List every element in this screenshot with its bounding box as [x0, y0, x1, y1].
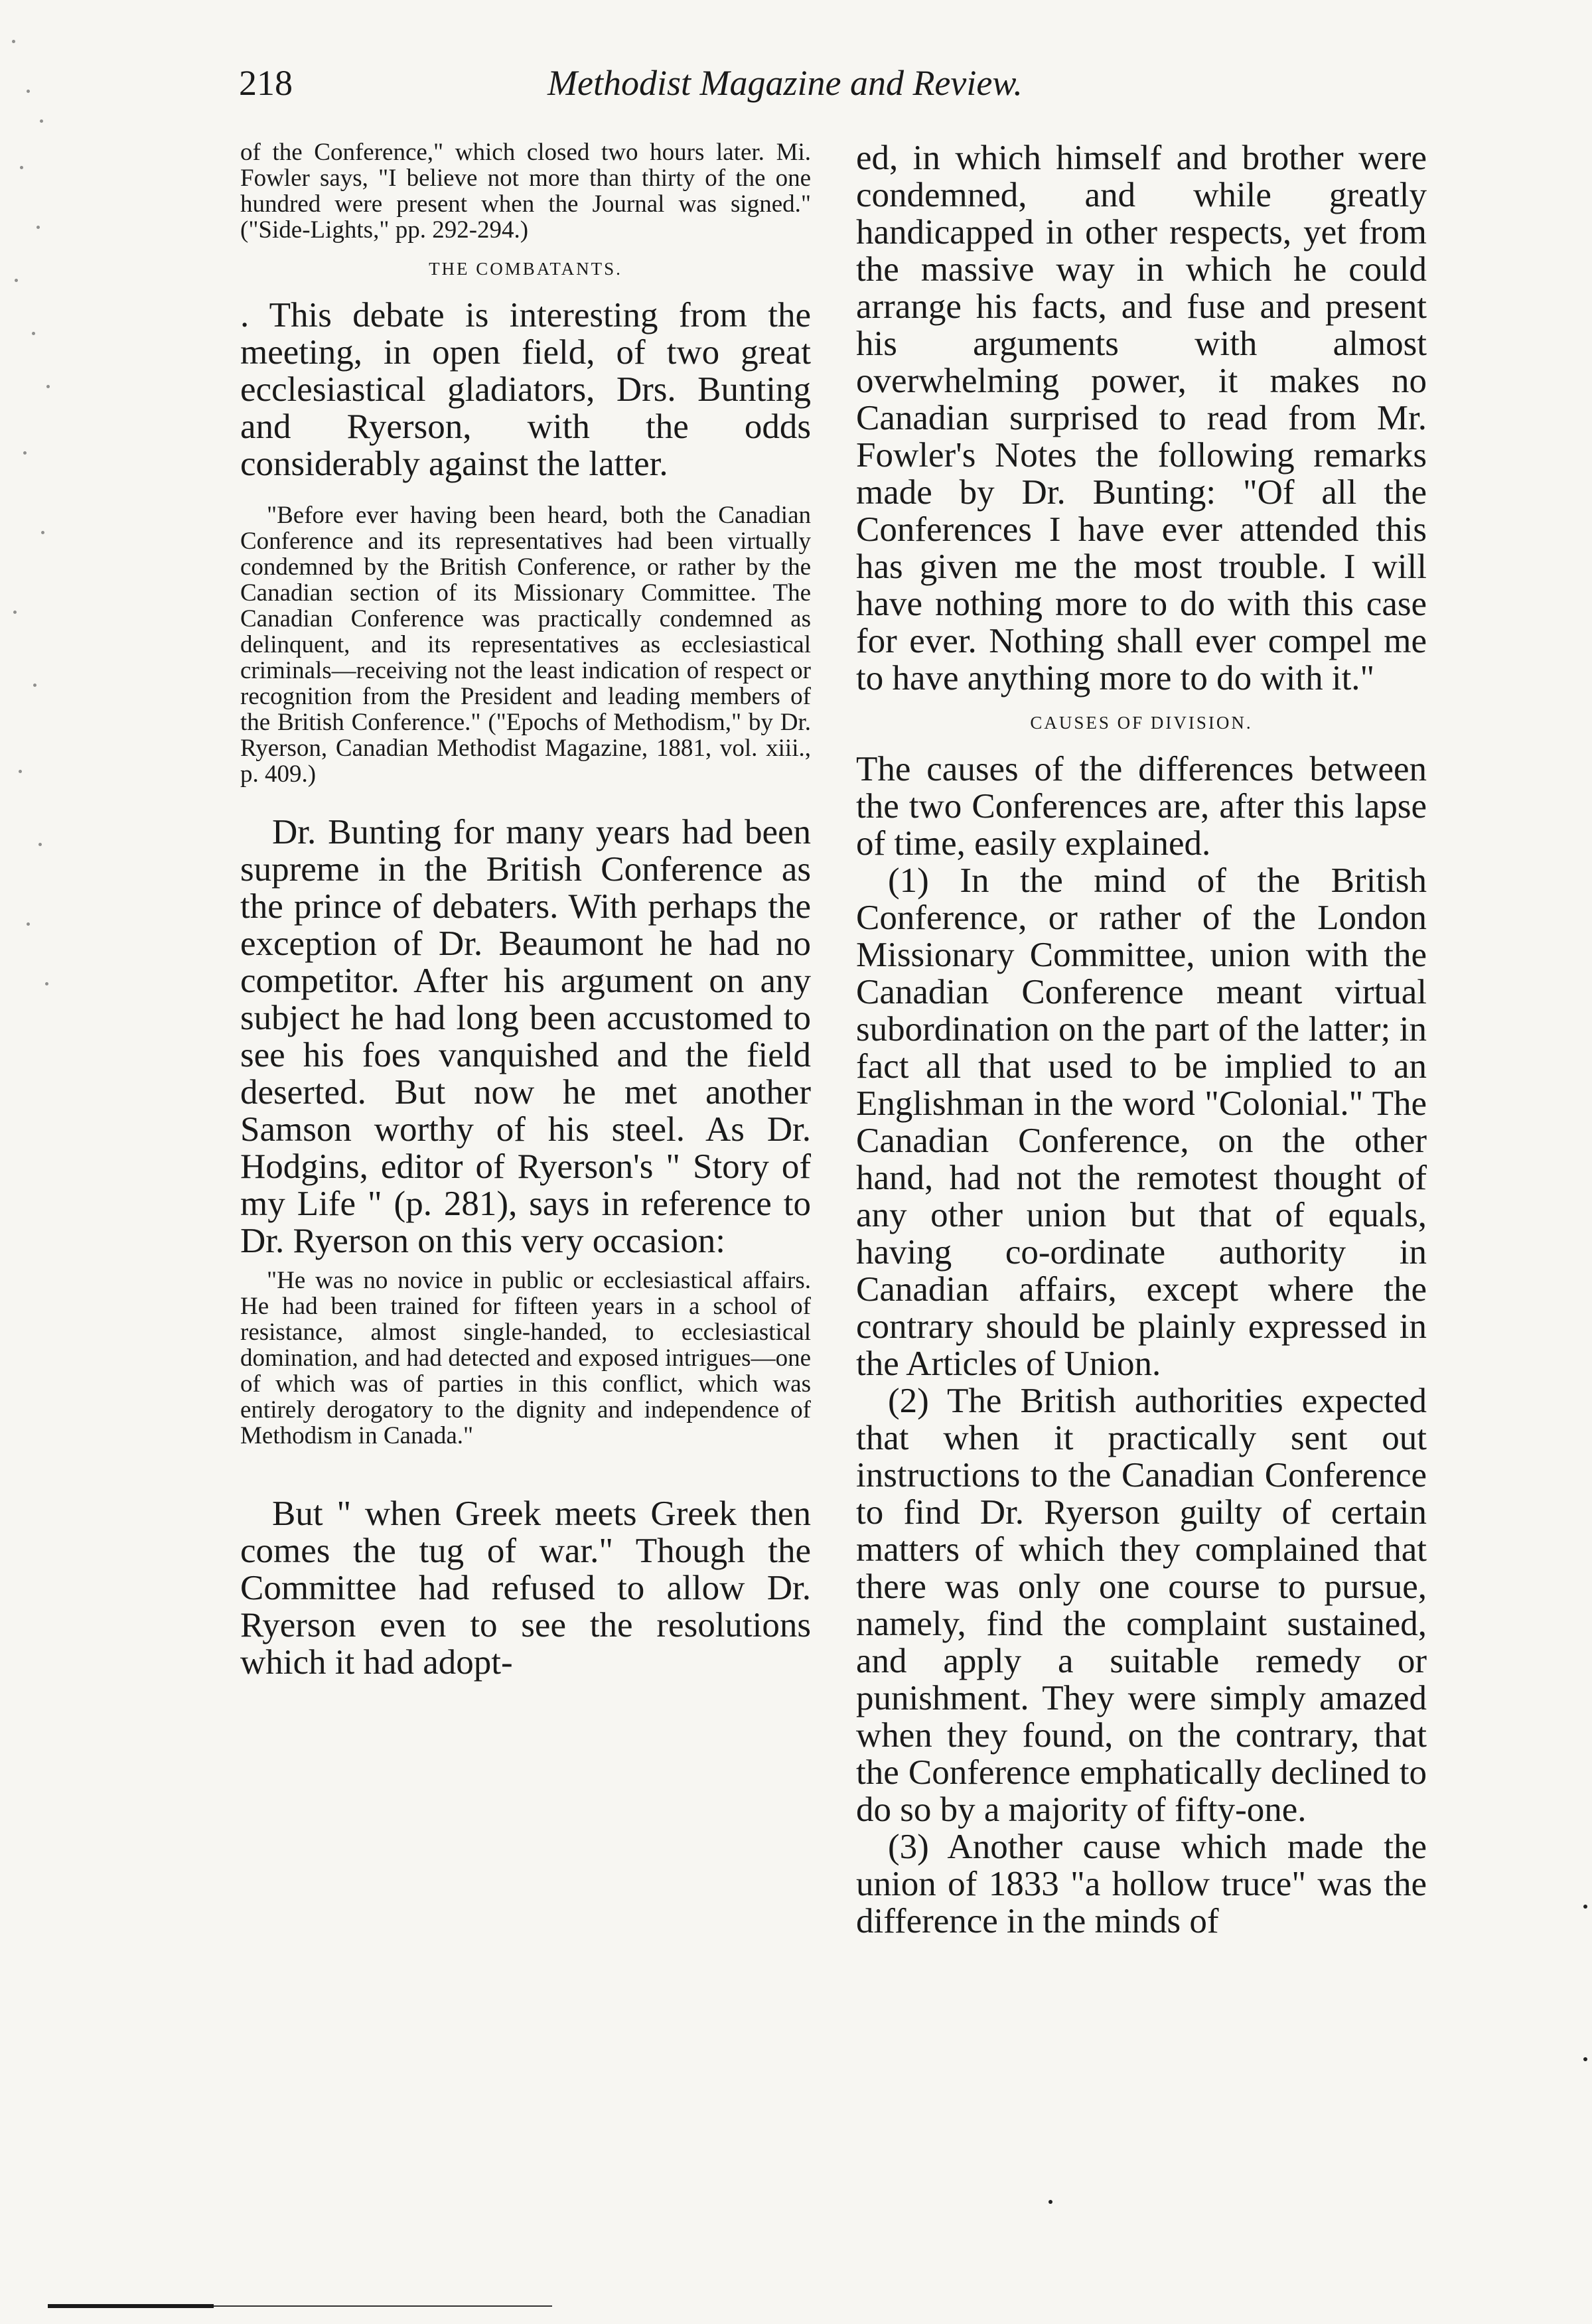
- stray-mark: [1583, 1905, 1587, 1909]
- section-heading-causes: CAUSES OF DIVISION.: [1030, 713, 1253, 733]
- scan-edge-marks: [0, 27, 63, 1009]
- paragraph-causes-intro: The causes of the differences between the two Conferences are, after this lapse of time, easily explained.: [856, 750, 1427, 863]
- paragraph-bunting-remarks: ed, in which himself and brother were condemned, and while greatly handicapped in other respects, yet from the massive way in which he could arrange his facts, and fuse and present his arguments with almost overwhelming power, it makes no Canadian surprised to read from Mr. Fowler's Notes the following remarks made by Dr. Bunting: "Of all the Conferences I have ever attended this has given me the most trouble. I will have nothing more to do with this case for ever. Nothing shall ever compel me to have anything more to do with it.": [856, 139, 1427, 697]
- right-column: [856, 139, 1427, 1940]
- paragraph-cause-2: (2) The British authorities expected that when it practically sent out instructions to the Canadian Conference to find Dr. Ryerson guilty of certain matters of which they complained that there was only one course to pursue, namely, find the complaint sustained, and apply a suitable remedy or punishment. They were simply amazed when they found, on the contrary, that the Conference emphatically declined to do so by a majority of fifty-one.: [856, 1382, 1427, 1829]
- stray-mark: [1583, 2057, 1587, 2061]
- paragraph-cause-3: (3) Another cause which made the union of 1833 "a hollow truce" was the difference in the minds of: [856, 1828, 1427, 1940]
- section-heading-combatants: THE COMBATANTS.: [429, 259, 622, 279]
- left-column: [240, 139, 811, 1681]
- paragraph-bunting: Dr. Bunting for many years had been supreme in the British Conference as the prince of debaters. With perhaps the exception of Dr. Beaumont he had no competitor. After his argument on any subject he had long been accustomed to see his foes vanquished and the field deserted. But now he met another Samson worthy of his steel. As Dr. Hodgins, editor of Ryerson's " Story of my Life " (p. 281), says in reference to Dr. Ryerson on this very occasion:: [240, 813, 811, 1260]
- paragraph-greek: But " when Greek meets Greek then comes the tug of war." Though the Committee had refused to allow Dr. Ryerson even to see the resolutions which it had adopt-: [240, 1494, 811, 1682]
- stray-mark: [1049, 2200, 1052, 2204]
- quote-fowler: of the Conference," which closed two hours later. Mi. Fowler says, "I believe not more than thirty of the one hundred were present when the Journal was signed." ("Side-Lights," pp. 292-294.): [240, 139, 811, 244]
- bottom-rule: [48, 2303, 552, 2309]
- quote-hodgins: "He was no novice in public or ecclesiastical affairs. He had been trained for fifteen years in a school of resistance, almost single-handed, to ecclesiastical domination, and had detected and exposed intrigues—one of which was of parties in this conflict, which was entirely derogatory to the dignity and independence of Methodism in Canada.": [240, 1267, 811, 1449]
- running-head: [239, 53, 1118, 113]
- quote-epochs: "Before ever having been heard, both the Canadian Conference and its representatives had been virtually condemned by the British Conference, or rather by the Canadian section of its Missionary Committee. The Canadian Conference was practically condemned as delinquent, and its representatives as ecclesiastical criminals—receiving not the least indication of respect or recognition from the President and leading members of the British Conference." ("Epochs of Methodism," by Dr. Ryerson, Canadian Methodist Magazine, 1881, vol. xiii., p. 409.): [240, 502, 811, 788]
- journal-title: Methodist Magazine and Review.: [547, 63, 1023, 103]
- page-number: 218: [239, 63, 293, 103]
- paragraph-debate: . This debate is interesting from the meeting, in open field, of two great ecclesiastical gladiators, Drs. Bunting and Ryerson, with the odds considerably against the latter.: [240, 296, 811, 483]
- paragraph-cause-1: (1) In the mind of the British Conference, or rather of the London Missionary Committee, union with the Canadian Conference meant virtual subordination on the part of the latter; in fact all that used to be implied to an Englishman in the word "Colonial." The Canadian Conference, on the other hand, had not the remotest thought of any other union but that of equals, having co-ordinate authority in Canadian affairs, except where the contrary should be plainly expressed in the Articles of Union.: [856, 861, 1427, 1383]
